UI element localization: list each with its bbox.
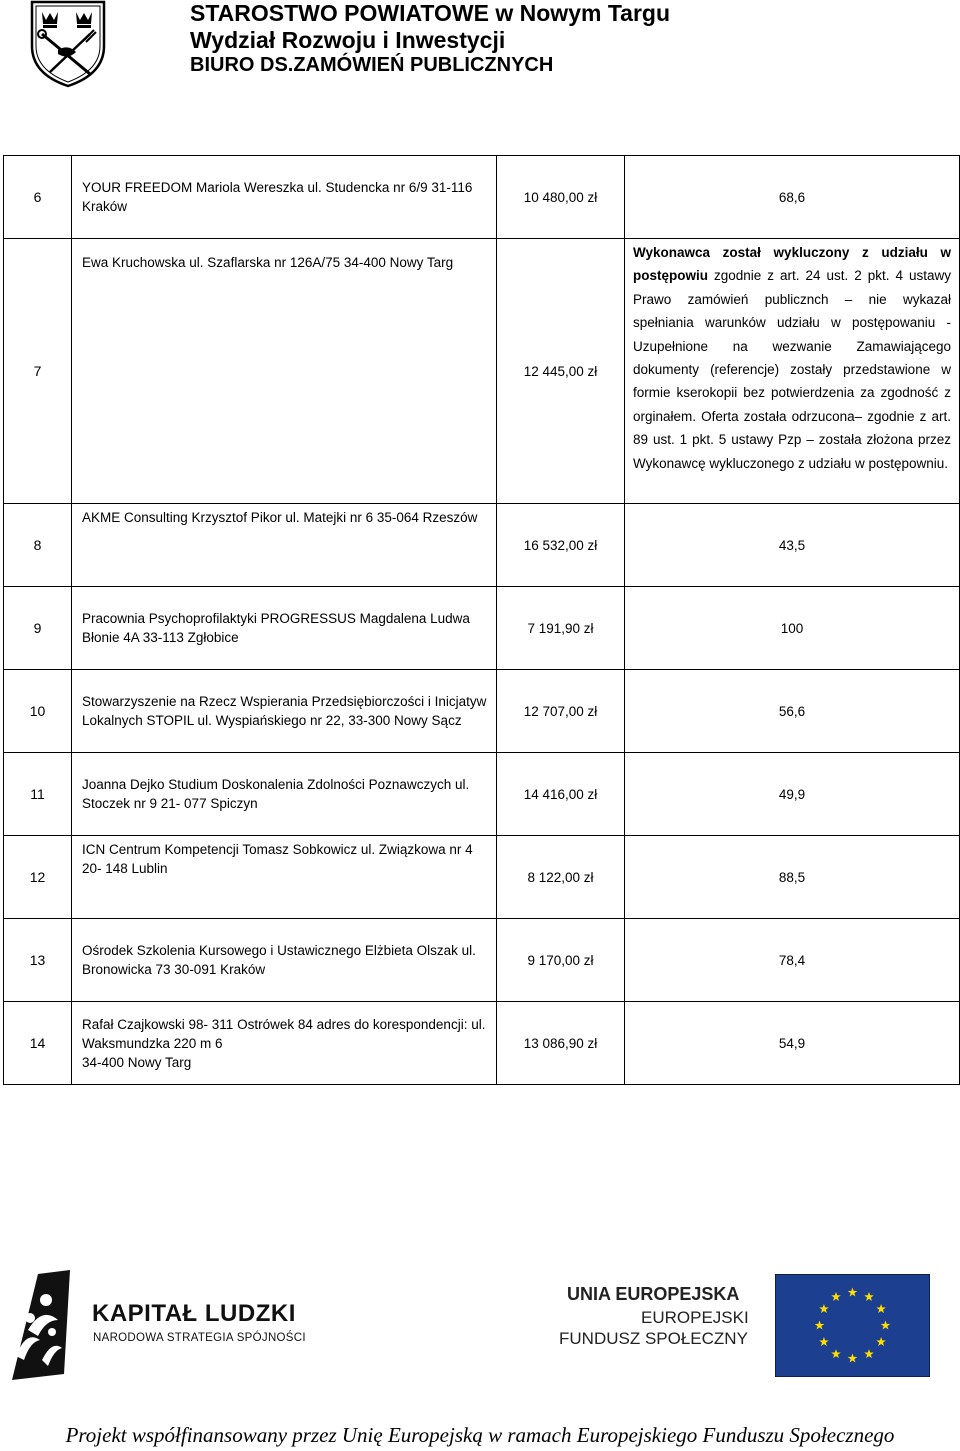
eu-efs-logo: [555, 1268, 945, 1383]
contractor-name-line: 34-400 Nowy Targ: [82, 1054, 192, 1070]
contractor-name: Pracownia Psychoprofilaktyki PROGRESSUS Magdalena Ludwa Błonie 4A 33-113 Zgłobice: [72, 587, 497, 670]
row-number: 14: [4, 1002, 72, 1085]
offer-score: 100: [625, 587, 960, 670]
header-title-line-1: STAROSTWO POWIATOWE w Nowym Targu: [190, 0, 671, 26]
offer-score: 56,6: [625, 670, 960, 753]
contractor-name: [72, 1002, 497, 1085]
row-number: 12: [4, 836, 72, 919]
offer-score: 88,5: [625, 836, 960, 919]
eu-text-line-1: UNIA EUROPEJSKA: [567, 1284, 740, 1304]
row-number: 10: [4, 670, 72, 753]
offer-price: 9 170,00 zł: [497, 919, 625, 1002]
offers-table: [3, 155, 960, 1085]
offer-score: 54,9: [625, 1002, 960, 1085]
table-row: [4, 753, 960, 836]
remark-rest: zgodnie z art. 24 ust. 2 pkt. 4 ustawy Prawo zamówień publicznch – nie wykazał spełniania warunków udziału w postępowaniu - Uzupełnione na wezwanie Zamawiającego dokumenty (referencje) zostały przedstawione w formie kserokopii bez potwierdzenia za zgodność z orginałem. Oferta została odrzucona– zgodnie z art. 89 ust. 1 pkt. 5 ustawy Pzp – została złożona przez Wykonawcę wykluczonego z udziału w postępowniu.: [633, 268, 951, 471]
contractor-name: YOUR FREEDOM Mariola Wereszka ul. Studencka nr 6/9 31-116 Kraków: [72, 156, 497, 239]
eu-flag-icon: [775, 1274, 930, 1377]
eu-text-line-3: FUNDUSZ SPOŁECZNY: [559, 1329, 748, 1348]
offer-price: 12 707,00 zł: [497, 670, 625, 753]
table-row: [4, 1002, 960, 1085]
row-number: 9: [4, 587, 72, 670]
contractor-name: Stowarzyszenie na Rzecz Wspierania Przedsiębiorczości i Inicjatyw Lokalnych STOPIL ul. Wyspiańskiego nr 22, 33-300 Nowy Sącz: [72, 670, 497, 753]
contractor-name: Ewa Kruchowska ul. Szaflarska nr 126A/75 34-400 Nowy Targ: [72, 239, 497, 504]
table-row: [4, 587, 960, 670]
offer-price: 12 445,00 zł: [497, 239, 625, 504]
kl-title: KAPITAŁ LUDZKI: [92, 1300, 296, 1327]
contractor-name-line: Rafał Czajkowski 98- 311 Ostrówek 84 adres do korespondencji: ul. Waksmundzka 220 m 6: [82, 1016, 486, 1051]
table-row: [4, 670, 960, 753]
offer-price: 16 532,00 zł: [497, 504, 625, 587]
offer-price: 8 122,00 zł: [497, 836, 625, 919]
footer-cofinancing-note: Projekt współfinansowany przez Unię Europejską w ramach Europejskiego Funduszu Społecznego: [65, 1423, 895, 1447]
row-number: 7: [4, 239, 72, 504]
contractor-name: Ośrodek Szkolenia Kursowego i Ustawicznego Elżbieta Olszak ul. Bronowicka 73 30-091 Kraków: [72, 919, 497, 1002]
table-row: [4, 239, 960, 504]
header-title-line-2: Wydział Rozwoju i Inwestycji: [190, 27, 506, 53]
header-title-line-3: BIURO DS.ZAMÓWIEŃ PUBLICZNYCH: [190, 54, 554, 76]
eu-text-line-2: EUROPEJSKI: [641, 1308, 749, 1327]
county-crest-icon: [28, 0, 108, 88]
document-header: [0, 0, 960, 100]
offer-score: 68,6: [625, 156, 960, 239]
offer-price: 13 086,90 zł: [497, 1002, 625, 1085]
row-number: 6: [4, 156, 72, 239]
offer-score: 49,9: [625, 753, 960, 836]
row-number: 8: [4, 504, 72, 587]
kapital-ludzki-logo: [8, 1270, 328, 1380]
table-row: [4, 504, 960, 587]
contractor-name: AKME Consulting Krzysztof Pikor ul. Matejki nr 6 35-064 Rzeszów: [72, 504, 497, 587]
table-row: [4, 156, 960, 239]
table-row: [4, 919, 960, 1002]
offer-score: 43,5: [625, 504, 960, 587]
row-number: 13: [4, 919, 72, 1002]
offer-price: 14 416,00 zł: [497, 753, 625, 836]
contractor-name: ICN Centrum Kompetencji Tomasz Sobkowicz ul. Związkowa nr 4 20- 148 Lublin: [72, 836, 497, 919]
offer-price: 7 191,90 zł: [497, 587, 625, 670]
kl-subtitle: NARODOWA STRATEGIA SPÓJNOŚCI: [93, 1332, 306, 1344]
row-number: 11: [4, 753, 72, 836]
remark-bold: Wykonawca został wykluczony z udziału w postępowiu: [633, 245, 951, 284]
table-row: [4, 836, 960, 919]
offer-score: 78,4: [625, 919, 960, 1002]
offer-price: 10 480,00 zł: [497, 156, 625, 239]
kapital-ludzki-logo-icon: [8, 1270, 88, 1380]
exclusion-remark: [625, 239, 960, 504]
contractor-name: Joanna Dejko Studium Doskonalenia Zdolności Poznawczych ul. Stoczek nr 9 21- 077 Spiczyn: [72, 753, 497, 836]
